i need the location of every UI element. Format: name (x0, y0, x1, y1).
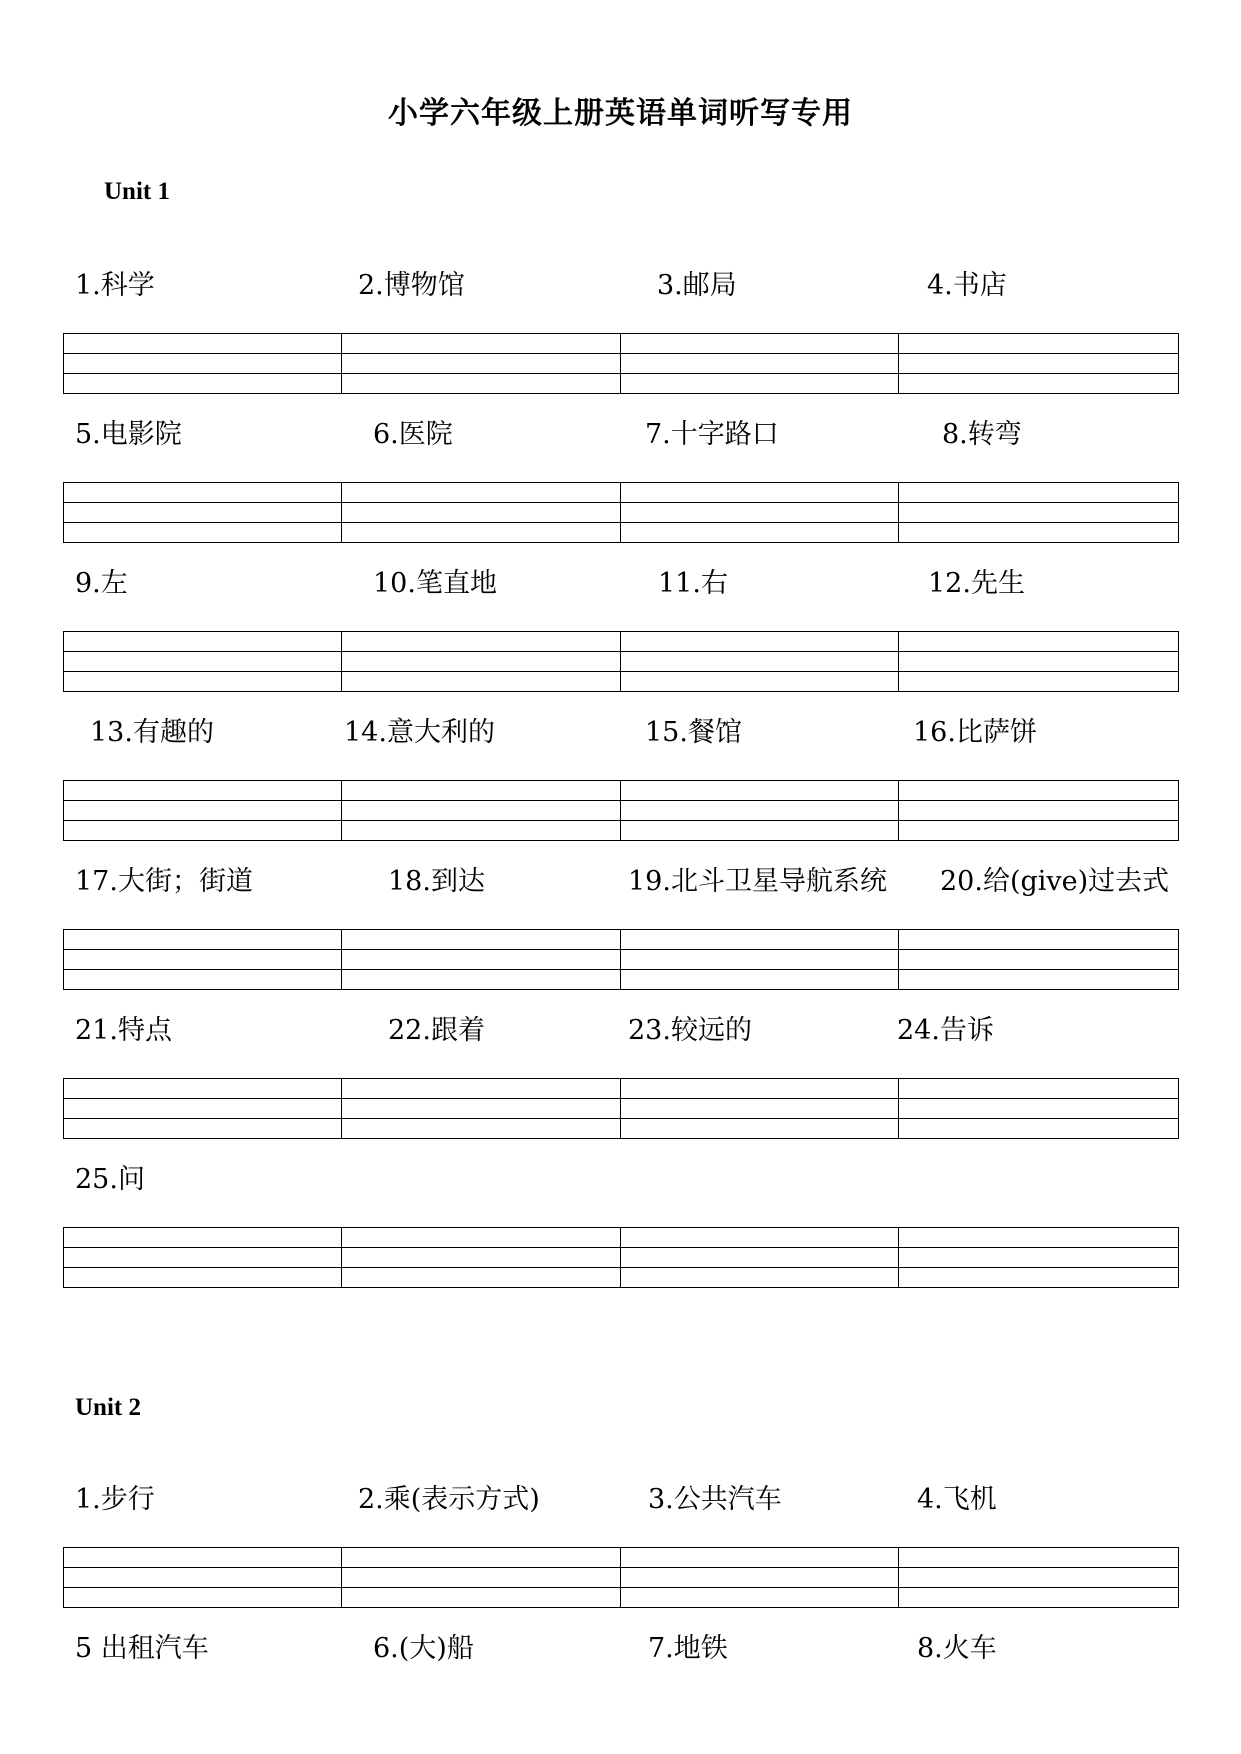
grid-divider (1178, 333, 1179, 394)
answer-cell[interactable] (63, 1547, 341, 1608)
word-prompt: 2.乘(表示方式) (358, 1484, 540, 1515)
answer-cell[interactable] (341, 1078, 620, 1139)
answer-cell[interactable] (898, 482, 1178, 543)
answer-cell[interactable] (341, 1227, 620, 1288)
answer-cell[interactable] (898, 631, 1178, 692)
grid-divider (1178, 929, 1179, 990)
answer-cell[interactable] (63, 482, 341, 543)
word-prompt: 3.邮局 (657, 270, 737, 301)
word-prompt: 17.大街；街道 (75, 866, 253, 897)
word-prompt: 3.公共汽车 (648, 1484, 782, 1515)
word-prompt: 9.左 (75, 568, 128, 599)
word-prompt: 4.飞机 (917, 1484, 997, 1515)
word-prompt: 5 出租汽车 (75, 1633, 209, 1664)
word-prompt: 19.北斗卫星导航系统 (628, 866, 887, 897)
page-title: 小学六年级上册英语单词听写专用 (388, 96, 853, 131)
word-prompt: 16.比萨饼 (913, 717, 1037, 748)
word-prompt: 10.笔直地 (373, 568, 497, 599)
word-prompt: 25.问 (75, 1164, 145, 1195)
answer-cell[interactable] (620, 482, 898, 543)
word-prompt: 12.先生 (928, 568, 1025, 599)
word-prompt: 6.医院 (373, 419, 453, 450)
word-prompt: 7.十字路口 (645, 419, 779, 450)
answer-cell[interactable] (898, 780, 1178, 841)
answer-cell[interactable] (341, 482, 620, 543)
word-prompt: 18.到达 (388, 866, 485, 897)
answer-cell[interactable] (341, 631, 620, 692)
answer-cell[interactable] (898, 333, 1178, 394)
word-prompt: 20.给(give)过去式 (940, 866, 1170, 897)
answer-cell[interactable] (620, 780, 898, 841)
word-prompt: 2.博物馆 (358, 270, 465, 301)
writing-grid (63, 631, 1179, 692)
word-prompt: 14.意大利的 (344, 717, 495, 748)
writing-grid (63, 333, 1179, 394)
word-prompt: 1.步行 (75, 1484, 155, 1515)
word-prompt: 15.餐馆 (645, 717, 742, 748)
grid-divider (1178, 1547, 1179, 1608)
unit-heading: Unit 1 (104, 178, 170, 205)
grid-divider (1178, 780, 1179, 841)
grid-divider (1178, 482, 1179, 543)
word-prompt: 5.电影院 (75, 419, 182, 450)
writing-grid (63, 1227, 1179, 1288)
answer-cell[interactable] (620, 929, 898, 990)
answer-cell[interactable] (898, 929, 1178, 990)
answer-cell[interactable] (898, 1078, 1178, 1139)
word-prompt: 8.火车 (917, 1633, 997, 1664)
answer-cell[interactable] (898, 1227, 1178, 1288)
answer-cell[interactable] (63, 631, 341, 692)
writing-grid (63, 1078, 1179, 1139)
answer-cell[interactable] (341, 333, 620, 394)
word-prompt: 4.书店 (927, 270, 1007, 301)
word-prompt: 24.告诉 (897, 1015, 994, 1046)
answer-cell[interactable] (63, 780, 341, 841)
answer-cell[interactable] (341, 780, 620, 841)
word-prompt: 23.较远的 (628, 1015, 752, 1046)
writing-grid (63, 780, 1179, 841)
answer-cell[interactable] (63, 929, 341, 990)
answer-cell[interactable] (620, 631, 898, 692)
writing-grid (63, 1547, 1179, 1608)
word-prompt: 13.有趣的 (90, 717, 214, 748)
answer-cell[interactable] (898, 1547, 1178, 1608)
answer-cell[interactable] (63, 1078, 341, 1139)
writing-grid (63, 929, 1179, 990)
word-prompt: 1.科学 (75, 270, 155, 301)
word-prompt: 22.跟着 (388, 1015, 485, 1046)
grid-divider (1178, 1227, 1179, 1288)
writing-grid (63, 482, 1179, 543)
answer-cell[interactable] (341, 1547, 620, 1608)
answer-cell[interactable] (620, 1078, 898, 1139)
answer-cell[interactable] (63, 333, 341, 394)
grid-divider (1178, 1078, 1179, 1139)
grid-divider (1178, 631, 1179, 692)
answer-cell[interactable] (63, 1227, 341, 1288)
word-prompt: 7.地铁 (648, 1633, 728, 1664)
word-prompt: 21.特点 (75, 1015, 172, 1046)
word-prompt: 8.转弯 (942, 419, 1022, 450)
answer-cell[interactable] (620, 1227, 898, 1288)
word-prompt: 6.(大)船 (373, 1633, 474, 1664)
unit-heading: Unit 2 (75, 1394, 141, 1421)
word-prompt: 11.右 (658, 568, 728, 599)
answer-cell[interactable] (341, 929, 620, 990)
answer-cell[interactable] (620, 1547, 898, 1608)
answer-cell[interactable] (620, 333, 898, 394)
